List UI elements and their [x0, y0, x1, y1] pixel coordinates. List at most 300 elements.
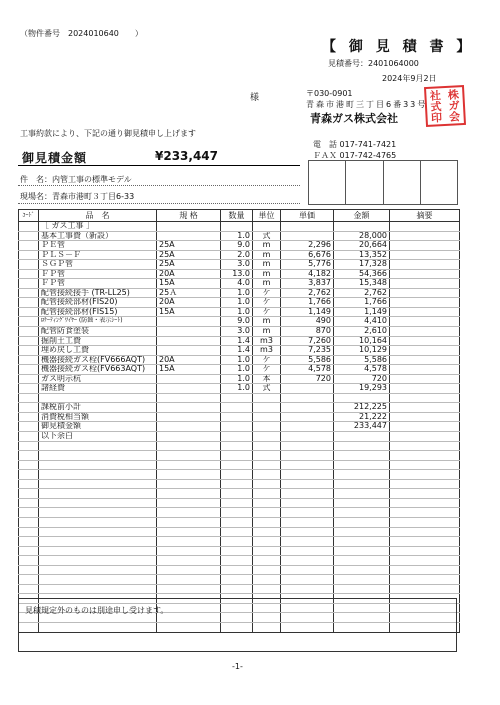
cell-price — [281, 498, 334, 508]
cell-name: 配管防食塗装 — [39, 327, 157, 337]
cell-name — [39, 451, 157, 461]
cell-qty — [221, 412, 253, 422]
cell-note — [390, 346, 460, 356]
cell-amount: 1,149 — [334, 307, 390, 317]
cell-name: 配管接続部材(FIS20) — [39, 298, 157, 308]
cell-unit — [253, 441, 281, 451]
cell-unit: m — [253, 241, 281, 251]
table-row — [19, 498, 460, 508]
cell-name — [39, 527, 157, 537]
issue-date: 2024年9月2日 — [382, 74, 437, 83]
cell-price — [281, 231, 334, 241]
cell-name — [39, 470, 157, 480]
cell-note — [390, 327, 460, 337]
cell-spec: 20A — [157, 298, 221, 308]
cell-qty — [221, 575, 253, 585]
seal-char: 会 — [448, 109, 461, 124]
seal-char: 社 — [429, 88, 442, 103]
table-row — [19, 298, 460, 308]
cell-price — [281, 489, 334, 499]
cell-unit — [253, 479, 281, 489]
cell-amount: 20,664 — [334, 241, 390, 251]
cell-code — [19, 451, 39, 461]
cell-unit — [253, 575, 281, 585]
cell-price — [281, 575, 334, 585]
cell-code — [19, 479, 39, 489]
cell-note — [390, 470, 460, 480]
cell-price: 2,762 — [281, 288, 334, 298]
cell-code — [19, 231, 39, 241]
table-row — [19, 260, 460, 270]
page-number: -1- — [232, 662, 243, 671]
cell-spec — [157, 336, 221, 346]
col-qty: 数量 — [221, 210, 253, 222]
cell-price — [281, 517, 334, 527]
cell-price: 1,149 — [281, 307, 334, 317]
cell-price — [281, 565, 334, 575]
cell-note — [390, 374, 460, 384]
cell-code — [19, 374, 39, 384]
cell-name: ガス明示杭 — [39, 374, 157, 384]
telephone: 電 話 017-741-7421 — [313, 140, 397, 149]
cell-unit: m — [253, 279, 281, 289]
cell-name — [39, 489, 157, 499]
cell-note — [390, 298, 460, 308]
table-row — [19, 403, 460, 413]
seal-char: 式 — [430, 99, 442, 114]
table-row — [19, 365, 460, 375]
cell-amount — [334, 498, 390, 508]
cell-note — [390, 517, 460, 527]
cell-price: 3,837 — [281, 279, 334, 289]
cell-unit — [253, 432, 281, 442]
cell-qty: 1.4 — [221, 346, 253, 356]
divider — [18, 185, 300, 186]
table-row — [19, 250, 460, 260]
cell-qty — [221, 517, 253, 527]
cell-qty: 1.0 — [221, 365, 253, 375]
cell-name — [39, 556, 157, 566]
cell-spec — [157, 479, 221, 489]
cell-note — [390, 260, 460, 270]
cell-code — [19, 537, 39, 547]
cell-note — [390, 527, 460, 537]
table-row — [19, 269, 460, 279]
cell-spec — [157, 451, 221, 461]
table-row — [19, 479, 460, 489]
cell-amount — [334, 222, 390, 232]
cell-amount — [334, 575, 390, 585]
cell-amount: 15,348 — [334, 279, 390, 289]
cell-name — [39, 517, 157, 527]
cell-qty: 9.0 — [221, 241, 253, 251]
cell-qty — [221, 508, 253, 518]
cell-price: 490 — [281, 317, 334, 327]
cell-amount — [334, 489, 390, 499]
cell-amount: 1,766 — [334, 298, 390, 308]
cell-amount — [334, 517, 390, 527]
cell-code — [19, 489, 39, 499]
cell-price — [281, 537, 334, 547]
cell-unit — [253, 527, 281, 537]
cell-amount: 4,410 — [334, 317, 390, 327]
subject: 件 名：内管工事の標準モデル — [20, 175, 132, 184]
total-label: 御見積金額 — [22, 151, 88, 165]
col-note: 摘要 — [390, 210, 460, 222]
cell-code — [19, 336, 39, 346]
cell-qty: 1.0 — [221, 355, 253, 365]
cell-price: 870 — [281, 327, 334, 337]
cell-price: 720 — [281, 374, 334, 384]
cell-note — [390, 441, 460, 451]
cell-qty: 3.0 — [221, 260, 253, 270]
cell-note — [390, 565, 460, 575]
table-header — [19, 210, 460, 222]
table-row — [19, 441, 460, 451]
cell-price: 7,235 — [281, 346, 334, 356]
cell-unit — [253, 565, 281, 575]
table-row — [19, 584, 460, 594]
cell-price — [281, 222, 334, 232]
cell-note — [390, 317, 460, 327]
cell-code — [19, 393, 39, 403]
postal-code: 〒030-0901 — [306, 89, 353, 98]
cell-unit — [253, 222, 281, 232]
cell-unit: m — [253, 250, 281, 260]
cell-qty: 1.0 — [221, 298, 253, 308]
cell-note — [390, 269, 460, 279]
cell-spec — [157, 546, 221, 556]
table-row — [19, 460, 460, 470]
estimate-number: 見積番号：2401064000 — [328, 59, 419, 68]
cell-amount — [334, 479, 390, 489]
cell-note — [390, 537, 460, 547]
cell-unit — [253, 584, 281, 594]
cell-spec: 15A — [157, 279, 221, 289]
cell-qty: 13.0 — [221, 269, 253, 279]
cell-name — [39, 508, 157, 518]
table-row — [19, 422, 460, 432]
cell-unit: m3 — [253, 346, 281, 356]
cell-name — [39, 393, 157, 403]
cell-name: 配管接続接手 (TR-LL25) — [39, 288, 157, 298]
total-underline — [18, 165, 300, 166]
cell-note — [390, 250, 460, 260]
cell-name: ［ ガス工事 ］ — [39, 222, 157, 232]
cell-name: 御見積金額 — [39, 422, 157, 432]
cell-note — [390, 403, 460, 413]
cell-code — [19, 498, 39, 508]
cell-name: 機器接続ガス栓(FV663AQT) — [39, 365, 157, 375]
cell-name: 基本工事費（新設） — [39, 231, 157, 241]
cell-unit: m — [253, 269, 281, 279]
cell-price — [281, 384, 334, 394]
cell-amount: 2,610 — [334, 327, 390, 337]
cell-name — [39, 460, 157, 470]
cell-spec — [157, 584, 221, 594]
cell-unit — [253, 537, 281, 547]
cell-amount — [334, 393, 390, 403]
estimate-table — [18, 209, 460, 633]
cell-name: ＳＧＰ管 — [39, 260, 157, 270]
cell-amount: 17,328 — [334, 260, 390, 270]
cell-spec: 25Ａ — [157, 288, 221, 298]
cell-price: 2,296 — [281, 241, 334, 251]
cell-note — [390, 556, 460, 566]
cell-amount — [334, 546, 390, 556]
stamp-box — [384, 161, 421, 204]
divider — [18, 203, 300, 204]
table-row — [19, 565, 460, 575]
table-row — [19, 527, 460, 537]
table-row — [19, 231, 460, 241]
cell-spec — [157, 537, 221, 547]
cell-spec — [157, 222, 221, 232]
cell-unit: 本 — [253, 374, 281, 384]
cell-price — [281, 403, 334, 413]
cell-qty — [221, 441, 253, 451]
cell-qty: 2.0 — [221, 250, 253, 260]
cell-name: ＰＬＳ－Ｆ — [39, 250, 157, 260]
cell-spec: 20A — [157, 355, 221, 365]
cell-name — [39, 498, 157, 508]
cell-name: 配管接続部材(FIS15) — [39, 307, 157, 317]
table-row — [19, 451, 460, 461]
cell-name: 諸経費 — [39, 384, 157, 394]
cell-amount: 2,762 — [334, 288, 390, 298]
cell-spec — [157, 327, 221, 337]
fax: ＦＡＸ 017-742-4765 — [313, 151, 397, 160]
cell-note — [390, 575, 460, 585]
cell-amount — [334, 470, 390, 480]
cell-unit — [253, 556, 281, 566]
cell-spec: 25A — [157, 250, 221, 260]
cell-code — [19, 355, 39, 365]
cell-price: 7,260 — [281, 336, 334, 346]
cell-qty — [221, 479, 253, 489]
table-row — [19, 279, 460, 289]
cell-name: 課税前小計 — [39, 403, 157, 413]
cell-code — [19, 279, 39, 289]
cell-note — [390, 460, 460, 470]
cell-price: 5,586 — [281, 355, 334, 365]
customer-suffix: 様 — [250, 93, 260, 103]
table-row — [19, 336, 460, 346]
cell-code — [19, 384, 39, 394]
cell-price: 6,676 — [281, 250, 334, 260]
remarks-text: 見積規定外のものは別途申し受けます。 — [25, 606, 169, 615]
cell-price — [281, 451, 334, 461]
cell-qty — [221, 403, 253, 413]
table-row — [19, 384, 460, 394]
cell-spec: 15A — [157, 365, 221, 375]
cell-unit: m3 — [253, 336, 281, 346]
cell-code — [19, 307, 39, 317]
cell-amount — [334, 432, 390, 442]
stamp-box — [346, 161, 383, 204]
property-number: （物件番号 2024010640 ） — [20, 29, 143, 38]
cell-amount — [334, 508, 390, 518]
table-row — [19, 556, 460, 566]
cell-qty — [221, 422, 253, 432]
cell-note — [390, 288, 460, 298]
cell-code — [19, 546, 39, 556]
cell-unit — [253, 422, 281, 432]
cell-unit — [253, 498, 281, 508]
cell-price — [281, 470, 334, 480]
cell-unit — [253, 412, 281, 422]
cell-unit — [253, 546, 281, 556]
cell-name — [39, 441, 157, 451]
cell-name: 以下余白 — [39, 432, 157, 442]
cell-qty — [221, 451, 253, 461]
cell-qty — [221, 432, 253, 442]
col-amount: 金額 — [334, 210, 390, 222]
cell-code — [19, 288, 39, 298]
cell-spec — [157, 556, 221, 566]
table-body — [19, 222, 460, 633]
cell-note — [390, 432, 460, 442]
cell-qty — [221, 489, 253, 499]
cell-note — [390, 384, 460, 394]
table-row — [19, 222, 460, 232]
cell-amount — [334, 441, 390, 451]
seal-char: 株 — [447, 87, 460, 102]
company-name: 青森ガス株式会社 — [310, 112, 398, 125]
cell-spec — [157, 460, 221, 470]
cell-spec — [157, 432, 221, 442]
cell-name — [39, 565, 157, 575]
cell-note — [390, 498, 460, 508]
cell-amount — [334, 537, 390, 547]
cell-qty: 9.0 — [221, 317, 253, 327]
col-spec: 規 格 — [157, 210, 221, 222]
cell-price — [281, 584, 334, 594]
cell-name — [39, 584, 157, 594]
stamp-box — [421, 161, 457, 204]
cell-spec — [157, 403, 221, 413]
cell-unit: ケ — [253, 307, 281, 317]
seal-char: 印 — [430, 110, 443, 125]
cell-qty: 3.0 — [221, 327, 253, 337]
cell-amount: 233,447 — [334, 422, 390, 432]
cell-amount — [334, 527, 390, 537]
cell-spec: 15A — [157, 307, 221, 317]
document-title: 【 御 見 積 書 】 — [322, 39, 475, 55]
cell-amount: 10,164 — [334, 336, 390, 346]
cell-price — [281, 441, 334, 451]
cell-spec — [157, 527, 221, 537]
stamp-box — [309, 161, 346, 204]
col-unit: 単位 — [253, 210, 281, 222]
cell-code — [19, 575, 39, 585]
cell-amount — [334, 451, 390, 461]
cell-unit — [253, 517, 281, 527]
cell-spec — [157, 498, 221, 508]
cell-unit: m — [253, 260, 281, 270]
cell-unit: 式 — [253, 384, 281, 394]
cell-code — [19, 460, 39, 470]
cell-code — [19, 346, 39, 356]
cell-amount: 10,129 — [334, 346, 390, 356]
table-row — [19, 489, 460, 499]
cell-code — [19, 269, 39, 279]
cell-code — [19, 250, 39, 260]
cell-code — [19, 298, 39, 308]
cell-price — [281, 556, 334, 566]
cell-amount: 720 — [334, 374, 390, 384]
cell-qty — [221, 222, 253, 232]
cell-note — [390, 489, 460, 499]
cell-unit: m — [253, 327, 281, 337]
cell-code — [19, 241, 39, 251]
cell-code — [19, 517, 39, 527]
table-row — [19, 241, 460, 251]
cell-name: ＰＥ管 — [39, 241, 157, 251]
table-row — [19, 374, 460, 384]
cell-qty: 1.0 — [221, 288, 253, 298]
intro-text: 工事約款により、下記の通り御見積申し上げます — [20, 129, 196, 138]
cell-unit: ケ — [253, 365, 281, 375]
col-price: 単価 — [281, 210, 334, 222]
cell-price — [281, 393, 334, 403]
cell-price — [281, 422, 334, 432]
seal-char: ガ — [448, 98, 460, 113]
cell-code — [19, 565, 39, 575]
cell-qty — [221, 527, 253, 537]
cell-qty: 1.0 — [221, 374, 253, 384]
cell-note — [390, 222, 460, 232]
cell-code — [19, 260, 39, 270]
cell-amount: 21,222 — [334, 412, 390, 422]
cell-code — [19, 403, 39, 413]
cell-spec — [157, 374, 221, 384]
table-row — [19, 508, 460, 518]
table-row — [19, 537, 460, 547]
cell-unit: ケ — [253, 355, 281, 365]
cell-spec — [157, 317, 221, 327]
cell-unit — [253, 393, 281, 403]
cell-note — [390, 412, 460, 422]
cell-name: 埋め戻し工費 — [39, 346, 157, 356]
company-seal — [424, 85, 466, 127]
cell-spec — [157, 346, 221, 356]
cell-spec: 20A — [157, 269, 221, 279]
table-row — [19, 412, 460, 422]
cell-note — [390, 422, 460, 432]
cell-name: 消費税相当額 — [39, 412, 157, 422]
cell-spec — [157, 565, 221, 575]
cell-spec — [157, 231, 221, 241]
table-row — [19, 517, 460, 527]
cell-amount: 4,578 — [334, 365, 390, 375]
cell-amount: 28,000 — [334, 231, 390, 241]
cell-unit — [253, 470, 281, 480]
cell-code — [19, 556, 39, 566]
cell-unit: ケ — [253, 298, 281, 308]
cell-qty — [221, 498, 253, 508]
cell-amount: 19,293 — [334, 384, 390, 394]
cell-unit — [253, 451, 281, 461]
cell-note — [390, 241, 460, 251]
cell-spec — [157, 412, 221, 422]
company-address: 青森市港町三丁目6番33号 — [306, 100, 428, 109]
cell-spec: 25A — [157, 241, 221, 251]
cell-price — [281, 432, 334, 442]
cell-name: ＦＰ管 — [39, 279, 157, 289]
table-row — [19, 355, 460, 365]
cell-amount: 13,352 — [334, 250, 390, 260]
